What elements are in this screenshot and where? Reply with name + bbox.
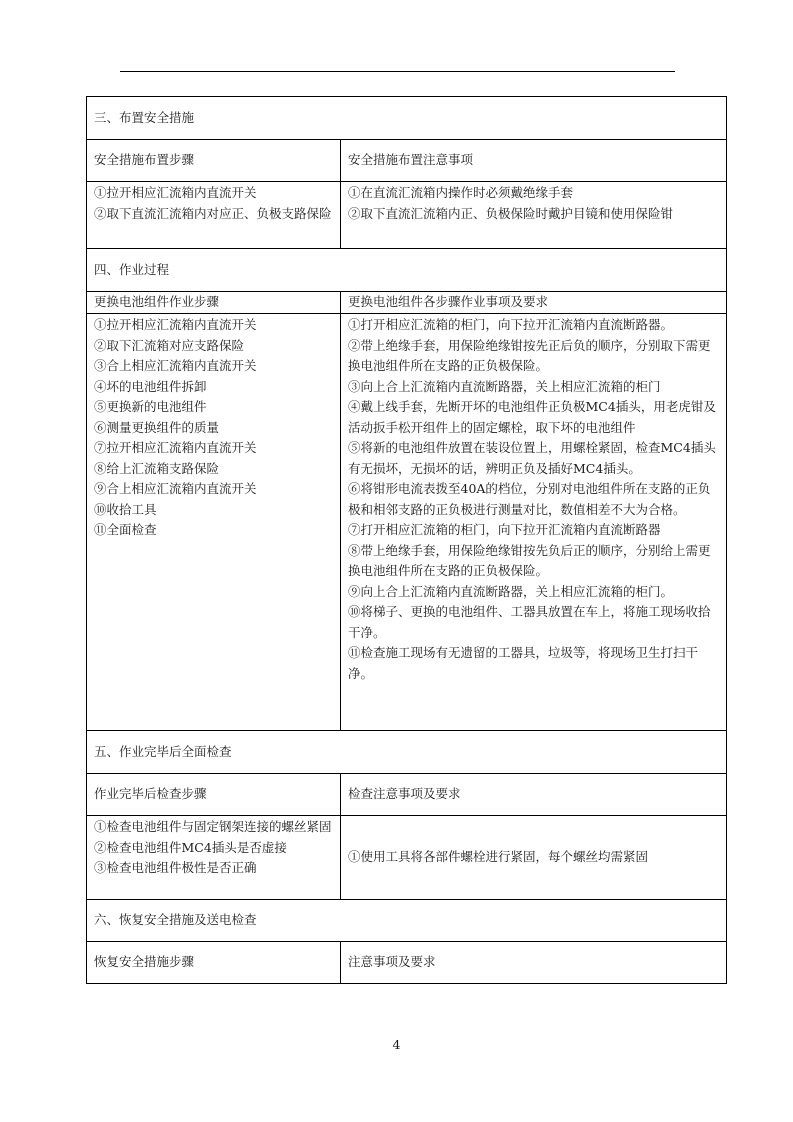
section5-header-row (87, 774, 727, 816)
list-item: ②取下汇流箱对应支路保险 (94, 337, 245, 353)
list-item: ⑪全面检查 (94, 522, 157, 537)
list-item: ①在直流汇流箱内操作时必须戴绝缘手套 (348, 185, 574, 200)
section6-col-left-header: 恢复安全措施步骤 (87, 942, 341, 984)
section4-title: 四、作业过程 (87, 249, 727, 292)
section4-col-left-header: 更换电池组件作业步骤 (87, 292, 341, 314)
section4-right-cell (341, 314, 727, 731)
list-item: ⑪检查施工现场有无遗留的工器具，垃圾等，将现场卫生打扫干净。 (348, 645, 699, 681)
list-item: ⑤更换新的电池组件 (94, 399, 207, 414)
list-item: ⑥测量更换组件的质量 (94, 419, 220, 435)
section6-col-right-header: 注意事项及要求 (341, 942, 727, 984)
section5-content-row (87, 816, 727, 900)
list-item: ⑨向上合上汇流箱内直流断路器，关上相应汇流箱的柜门。 (348, 583, 674, 599)
section6-title: 六、恢复安全措施及送电检查 (87, 900, 727, 942)
section3-col-left-header: 安全措施布置步骤 (87, 140, 341, 182)
list-item: ⑧给上汇流箱支路保险 (94, 460, 220, 476)
list-item: ②取下直流汇流箱内正、负极保险时戴护目镜和使用保险钳 (348, 205, 674, 221)
section3-content-row (87, 182, 727, 249)
list-item: ⑦拉开相应汇流箱内直流开关 (94, 440, 257, 455)
section4-col-right-header: 更换电池组件各步骤作业事项及要求 (341, 292, 727, 314)
section5-left-cell (87, 816, 341, 900)
list-item: ①拉开相应汇流箱内直流开关 (94, 185, 257, 200)
section3-right-cell (341, 182, 727, 249)
section5-right-cell (341, 816, 727, 900)
list-item: ①检查电池组件与固定钢架连接的螺丝紧固 (94, 819, 332, 834)
section5-title-row (87, 731, 727, 774)
list-item: ①使用工具将各部件螺栓进行紧固，每个螺丝均需紧固 (348, 849, 649, 865)
header-rule (120, 71, 675, 72)
list-item: ②取下直流汇流箱内对应正、负极支路保险 (94, 205, 332, 221)
section6-header-row (87, 942, 727, 984)
section3-left-cell (87, 182, 341, 249)
list-item: ③检查电池组件极性是否正确 (94, 860, 257, 875)
list-item: ⑩收拾工具 (94, 501, 157, 517)
list-item: ②带上绝缘手套，用保险绝缘钳按先正后负的顺序，分别取下需更换电池组件所在支路的正负极保险。 (348, 337, 711, 373)
list-item: ⑦打开相应汇流箱的柜门，向下拉开汇流箱内直流断路器 (348, 522, 661, 537)
page-number: 4 (392, 1037, 401, 1052)
section4-header-row (87, 292, 727, 314)
section5-col-right-header: 检查注意事项及要求 (341, 774, 727, 816)
list-item: ④坏的电池组件拆卸 (94, 378, 207, 394)
section5-title: 五、作业完毕后全面检查 (87, 731, 727, 774)
list-item: ⑥将钳形电流表拨至40A的档位，分别对电池组件所在支路的正负极和相邻支路的正负极进行测量对比，数值相差不大为合格。 (348, 481, 711, 517)
list-item: ⑤将新的电池组件放置在装设位置上，用螺栓紧固，检查MC4插头有无损坏，无损坏的话，辨明正负及插好MC4插头。 (348, 440, 716, 476)
work-procedure-table (86, 96, 727, 984)
section4-left-cell (87, 314, 341, 731)
section3-header-row (87, 140, 727, 182)
section6-title-row (87, 900, 727, 942)
section4-title-row (87, 249, 727, 292)
list-item: ③向上合上汇流箱内直流断路器，关上相应汇流箱的柜门 (348, 378, 661, 394)
section4-content-row (87, 314, 727, 731)
list-item: ④戴上线手套，先断开坏的电池组件正负极MC4插头，用老虎钳及活动扳手松开组件上的固定螺栓，取下坏的电池组件 (348, 399, 716, 435)
list-item: ⑩将梯子、更换的电池组件、工器具放置在车上，将施工现场收拾干净。 (348, 604, 711, 640)
list-item: ②检查电池组件MC4插头是否虚接 (94, 839, 287, 855)
section3-title-row (87, 97, 727, 140)
section5-col-left-header: 作业完毕后检查步骤 (87, 774, 341, 816)
list-item: ⑧带上绝缘手套，用保险绝缘钳按先负后正的顺序，分别给上需更换电池组件所在支路的正负极保险。 (348, 542, 711, 578)
list-item: ①打开相应汇流箱的柜门，向下拉开汇流箱内直流断路器。 (348, 317, 674, 332)
section3-col-right-header: 安全措施布置注意事项 (341, 140, 727, 182)
list-item: ③合上相应汇流箱内直流开关 (94, 358, 257, 373)
section3-title: 三、布置安全措施 (87, 97, 727, 140)
list-item: ①拉开相应汇流箱内直流开关 (94, 317, 257, 332)
list-item: ⑨合上相应汇流箱内直流开关 (94, 481, 257, 496)
